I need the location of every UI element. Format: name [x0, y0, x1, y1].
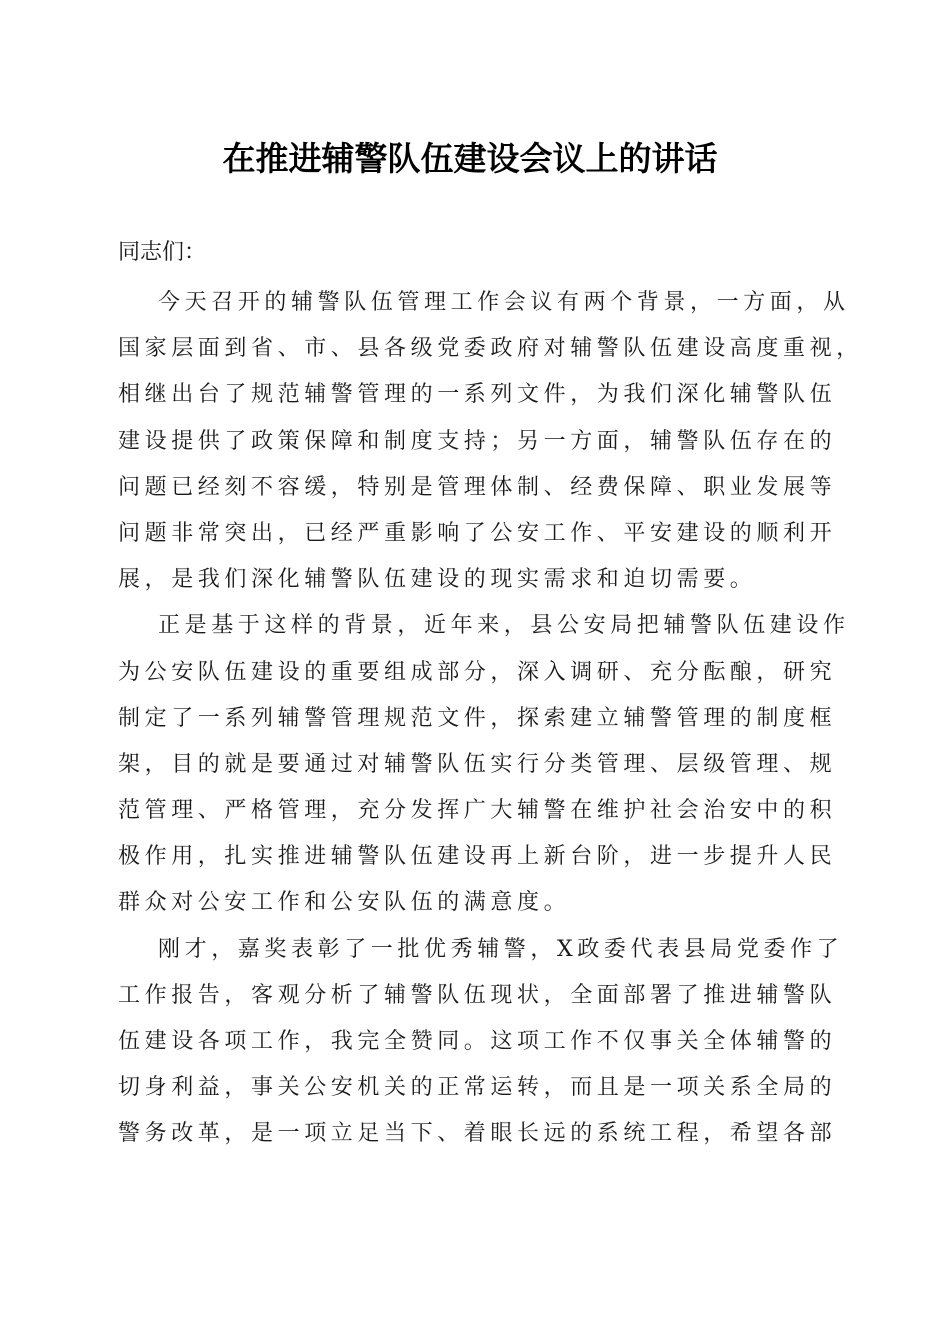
text-line: 正是基于这样的背景，近年来，县公安局把辅警队伍建设作: [158, 613, 850, 639]
salutation: 同志们：: [118, 240, 207, 265]
text-line: 架，目的就是要通过对辅警队伍实行分类管理、层级管理、规: [118, 751, 837, 777]
text-line: 国家层面到省、市、县各级党委政府对辅警队伍建设高度重视，: [118, 336, 863, 362]
text-line: 相继出台了规范辅警管理的一系列文件，为我们深化辅警队伍: [118, 382, 837, 408]
text-line: 警务改革，是一项立足当下、着眼长远的系统工程，希望各部: [118, 1121, 837, 1147]
paragraph-1: [118, 280, 863, 603]
text-line: 工作报告，客观分析了辅警队伍现状，全面部署了推进辅警队: [118, 982, 837, 1008]
text-line: 制定了一系列辅警管理规范文件，探索建立辅警管理的制度框: [118, 705, 837, 731]
document-title: 在推进辅警队伍建设会议上的讲话: [222, 139, 718, 178]
text-line: 伍建设各项工作，我完全赞同。这项工作不仅事关全体辅警的: [118, 1029, 837, 1054]
text-line: 极作用，扎实推进辅警队伍建设再上新台阶，进一步提升人民: [118, 844, 837, 870]
text-line: 建设提供了政策保障和制度支持；另一方面，辅警队伍存在的: [118, 428, 837, 454]
paragraph-2: [118, 603, 850, 926]
text-line: 问题非常突出，已经严重影响了公安工作、平安建设的顺利开: [118, 520, 837, 546]
document-body: [118, 280, 863, 1158]
paragraph-3: [118, 927, 844, 1158]
text-line: 群众对公安工作和公安队伍的满意度。: [118, 890, 571, 916]
text-line: 今天召开的辅警队伍管理工作会议有两个背景，一方面，从: [158, 290, 850, 315]
text-line: 刚才，嘉奖表彰了一批优秀辅警，X政委代表县局党委作了: [158, 936, 844, 962]
text-line: 展，是我们深化辅警队伍建设的现实需求和迫切需要。: [118, 567, 757, 593]
text-line: 切身利益，事关公安机关的正常运转，而且是一项关系全局的: [118, 1075, 837, 1101]
text-line: 为公安队伍建设的重要组成部分，深入调研、充分酝酿，研究: [118, 659, 837, 685]
text-line: 问题已经刻不容缓，特别是管理体制、经费保障、职业发展等: [118, 474, 837, 500]
text-line: 范管理、严格管理，充分发挥广大辅警在维护社会治安中的积: [118, 798, 837, 824]
